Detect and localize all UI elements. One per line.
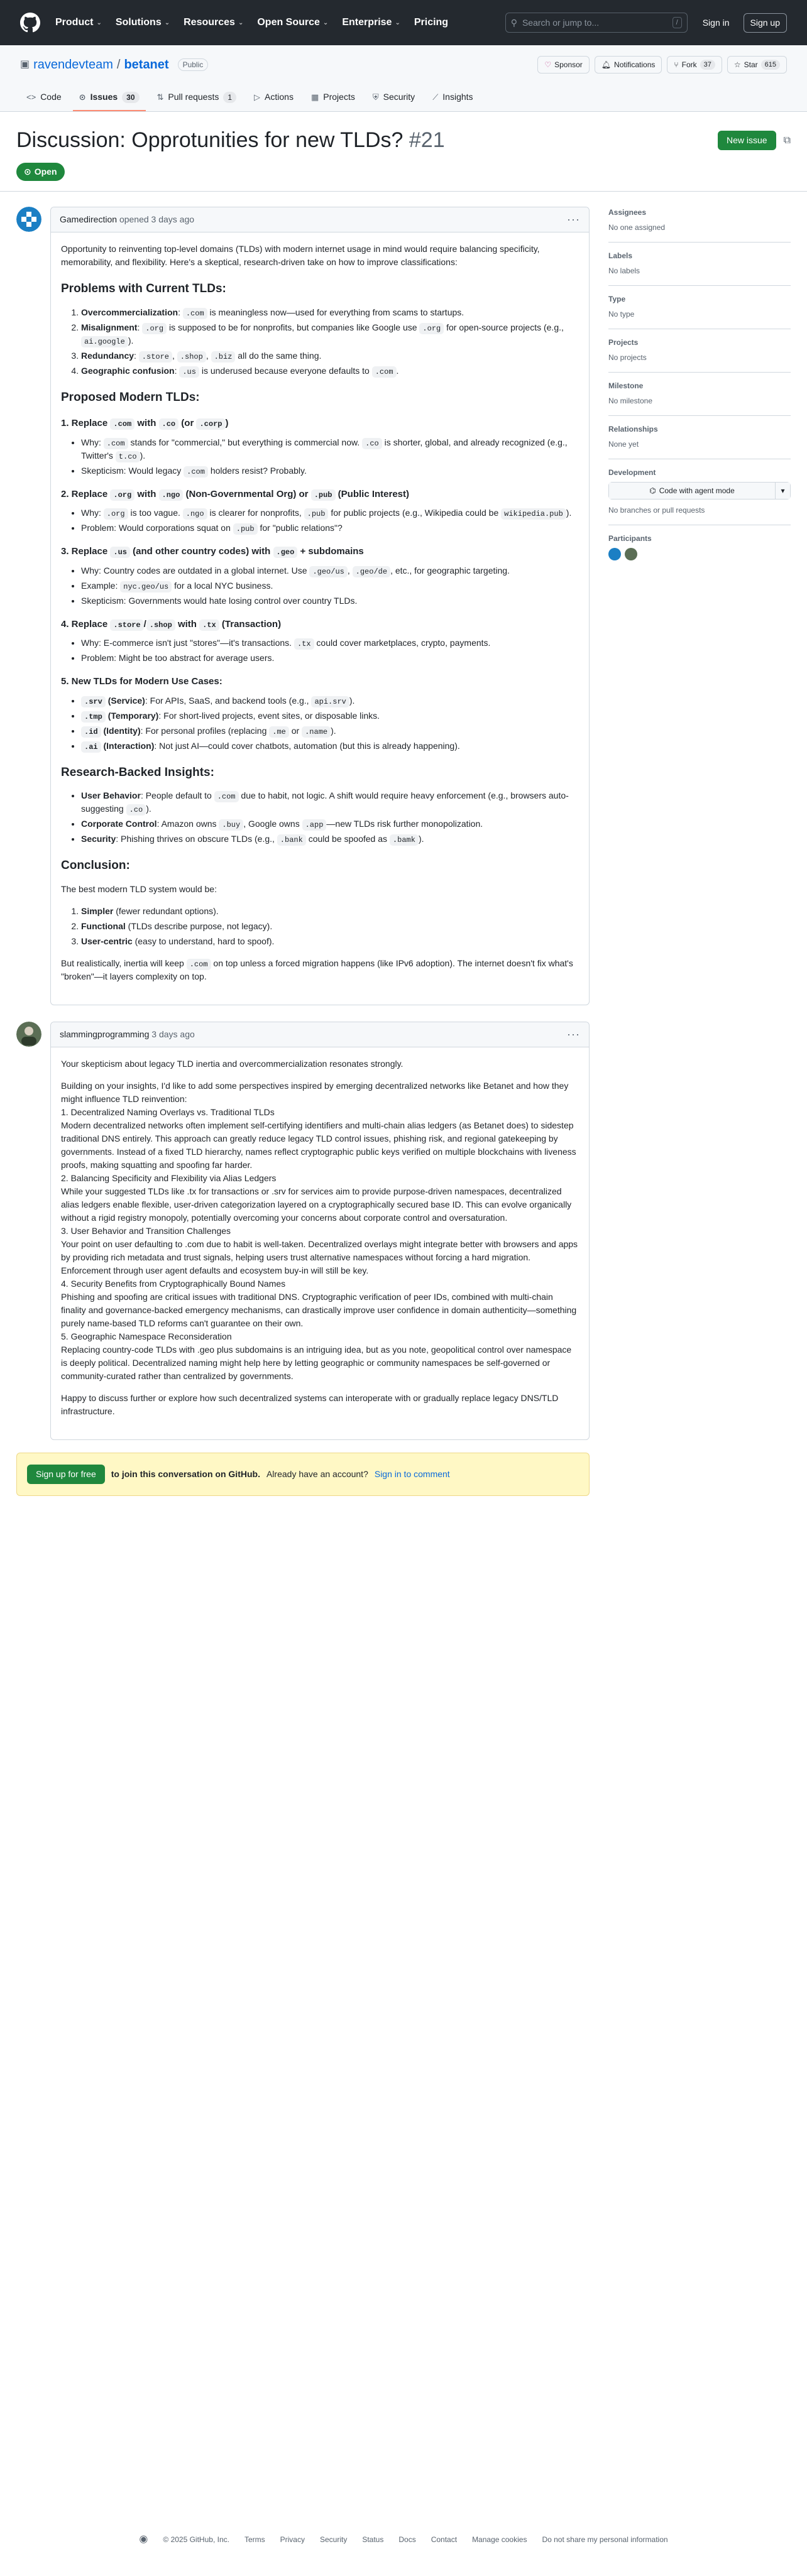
inline-code: t.co — [116, 451, 140, 462]
notifications-label: Notifications — [614, 60, 656, 69]
comment-paragraph: The best modern TLD system would be: — [61, 883, 217, 894]
bold-text: Geographic confusion — [81, 365, 175, 376]
inline-code: .ngo — [183, 508, 207, 520]
comment-body — [51, 232, 589, 1005]
play-icon: ▷ — [254, 92, 261, 102]
bold-text: .tmp (Temporary) — [81, 711, 158, 721]
comment-header — [51, 207, 589, 232]
sidebar-relationships — [608, 416, 791, 459]
tab-count: 1 — [223, 92, 236, 103]
agent-button-label: Code with agent mode — [659, 486, 735, 495]
sidebar-heading: Assignees — [608, 208, 647, 217]
comment-paragraph: But realistically, inertia will keep .com on top unless a forced migration happens (like IPv6 adoption). The internet doesn't fix what's "broken"—it layers complexity on top. — [61, 958, 573, 981]
footer-link[interactable]: Privacy — [280, 2535, 305, 2544]
list-item: • Problem: Might be too abstract for average users. — [81, 652, 579, 665]
list-item: • User Behavior: People default to .com due to habit, not logic. A shift would require heavy enforcement (e.g., browsers auto-suggesting .co ). — [81, 789, 579, 816]
nav-solutions[interactable]: Solutions ⌄ — [115, 17, 170, 28]
list-item: • .tmp (Temporary): For short-lived projects, event sites, or disposable links. — [81, 709, 579, 723]
section-heading: Conclusion: — [61, 859, 130, 872]
tab-insights[interactable] — [426, 85, 479, 111]
signup-account-text: Already have an account? — [266, 1468, 368, 1479]
bullet-list — [61, 506, 579, 535]
tab-label: Code — [40, 92, 62, 102]
bold-text: Redundancy — [81, 350, 134, 361]
tab-label: Insights — [442, 92, 473, 102]
star-icon: ☆ — [733, 60, 741, 69]
tab-issues[interactable] — [73, 85, 146, 111]
repo-header — [0, 45, 807, 112]
footer-link[interactable]: Manage cookies — [472, 2535, 527, 2544]
chevron-down-icon: ⌄ — [395, 19, 400, 26]
chevron-down-icon: ⌄ — [238, 19, 244, 26]
section-heading: Proposed Modern TLDs: — [61, 390, 200, 404]
inline-code: .me — [269, 726, 289, 738]
issue-opened-icon: ⊙ — [79, 92, 86, 102]
tab-label: Pull requests — [168, 92, 219, 102]
inline-code: .com — [214, 791, 239, 802]
code-with-agent-button[interactable] — [608, 482, 791, 499]
issue-body-comment — [16, 207, 590, 1005]
inline-code: .store — [139, 351, 172, 363]
bullet-list — [61, 694, 579, 753]
tab-projects[interactable] — [305, 85, 361, 111]
comment-body — [51, 1047, 589, 1439]
inline-code: ai.google — [81, 336, 128, 347]
comment-lines — [61, 1079, 579, 1383]
section-heading: Problems with Current TLDs: — [61, 282, 226, 295]
list-item: • Example: nyc.geo/us for a local NYC business. — [81, 579, 579, 592]
bullet-list — [61, 436, 579, 478]
inline-code: .bank — [277, 834, 306, 846]
sidebar-value: No one assigned — [608, 223, 666, 232]
comment-timestamp[interactable]: opened 3 days ago — [119, 214, 195, 224]
timeline-comment — [16, 1022, 590, 1440]
list-item: • Why: E-commerce isn't just "stores"—it's transactions. .tx could cover marketplaces, crypto, payments. — [81, 636, 579, 650]
sidebar-heading: Projects — [608, 338, 639, 347]
nav-product[interactable]: Product ⌄ — [55, 17, 102, 28]
site-footer — [0, 2532, 807, 2547]
inline-code: .ai — [81, 741, 101, 753]
github-logo-icon[interactable] — [20, 13, 40, 33]
chevron-down-icon: ⌄ — [96, 19, 102, 26]
subsection-heading: 5. New TLDs for Modern Use Cases: — [61, 676, 222, 687]
sidebar-value: No projects — [608, 353, 647, 362]
list-item: • Corporate Control: Amazon owns .buy , Google owns .app —new TLDs risk further monopolization. — [81, 817, 579, 831]
comment-line: Phishing and spoofing are critical issues with traditional DNS. Cryptographic verification of peer IDs, combined with multi-chain finality and governance-backed emergency mechanisms, can drastically improve user confidence in domain authenticity—something purely name-based TLD reforms can't guarantee on their own. — [61, 1291, 579, 1328]
footer-link[interactable]: Do not share my personal information — [542, 2535, 668, 2544]
table-icon: ▦ — [310, 92, 319, 102]
comment-paragraph: Opportunity to reinventing top-level domains (TLDs) with modern internet usage in mind would require balancing specificity, memorability, and flexibility. Here's a skeptical, research-driven take on how to improve classifications: — [61, 244, 540, 267]
inline-code: .org — [419, 323, 444, 334]
sidebar-assignees — [608, 207, 791, 243]
issue-sidebar — [608, 207, 791, 1496]
kebab-menu-icon[interactable]: ··· — [567, 213, 580, 226]
kebab-menu-icon[interactable]: ··· — [567, 1027, 580, 1040]
avatar[interactable] — [625, 548, 637, 560]
status-label: Open — [34, 166, 57, 177]
bullet-list — [61, 636, 579, 665]
issue-title-text: Discussion: Opprotunities for new TLDs? — [16, 128, 404, 152]
inline-code: .com — [372, 366, 397, 378]
list-item: • Why: .org is too vague. .ngo is clearer for nonprofits, .pub for public projects (e.g., Wikipedia could be wikipedia.pub ). — [81, 506, 579, 520]
sidebar-heading: Milestone — [608, 381, 644, 390]
comment-line: 3. User Behavior and Transition Challenges — [61, 1225, 231, 1236]
pull-request-icon: ⇅ — [156, 92, 164, 102]
issue-title — [16, 124, 445, 156]
inline-code: wikipedia.pub — [501, 508, 566, 520]
tab-label: Projects — [323, 92, 355, 102]
notifications-button[interactable] — [595, 56, 662, 74]
list-item: • Why: Country codes are outdated in a global internet. Use .geo/us , .geo/de , etc., for geographic targeting. — [81, 564, 579, 577]
sidebar-value: No type — [608, 310, 635, 319]
repo-name-link[interactable]: betanet — [124, 58, 169, 72]
sign-in-link[interactable]: Sign in — [702, 17, 730, 28]
tab-actions[interactable] — [248, 85, 300, 111]
section-heading: Research-Backed Insights: — [61, 765, 214, 779]
issue-opened-icon: ⊙ — [24, 166, 31, 177]
sponsor-button[interactable] — [537, 56, 589, 74]
inline-code: .buy — [219, 819, 243, 831]
list-item: • .ai (Interaction): Not just AI—could cover chatbots, automation (but this is already happening). — [81, 740, 579, 753]
nav-pricing[interactable]: Pricing — [414, 17, 449, 28]
footer-link[interactable]: Terms — [244, 2535, 265, 2544]
tab-label: Security — [383, 92, 415, 102]
sidebar-value: No labels — [608, 266, 640, 275]
star-button[interactable] — [727, 56, 787, 74]
inline-code: .pub — [304, 508, 329, 520]
star-label: Star — [744, 60, 758, 69]
inline-code: nyc.geo/us — [120, 581, 172, 592]
bullet-list — [61, 564, 579, 608]
inline-code: .bamk — [390, 834, 419, 846]
sidebar-type — [608, 286, 791, 329]
chevron-down-icon: ⌄ — [322, 19, 329, 26]
tab-code[interactable] — [20, 85, 68, 111]
repo-icon: ▣ — [20, 59, 30, 70]
list-item: 2. Misalignment: .org is supposed to be for nonprofits, but companies like Google use .org for open-source projects (e.g., ai.google ). — [81, 321, 579, 347]
sidebar-value: None yet — [608, 440, 639, 449]
bold-text: Simpler — [81, 905, 114, 916]
visibility-badge: Public — [178, 58, 209, 71]
star-count: 615 — [761, 60, 780, 70]
list-item: • Skepticism: Would legacy .com holders resist? Probably. — [81, 464, 579, 478]
shield-icon: ⛨ — [372, 92, 379, 102]
footer-link[interactable]: Docs — [398, 2535, 416, 2544]
inline-code: .tx — [294, 638, 314, 650]
sponsor-label: Sponsor — [554, 60, 583, 69]
tab-count: 30 — [122, 92, 139, 103]
comment-author[interactable]: Gamedirection — [60, 214, 118, 224]
search-input[interactable] — [505, 13, 688, 33]
signup-prompt-text: to join this conversation on GitHub. — [111, 1468, 260, 1479]
inline-code: .org — [110, 489, 134, 501]
list-item: 2. Functional (TLDs describe purpose, not legacy). — [81, 920, 579, 933]
subsection-heading: 2. Replace .org with .ngo (Non-Governmental Org) or .pub (Public Interest) — [61, 488, 410, 499]
global-header — [0, 0, 807, 45]
nav-enterprise[interactable]: Enterprise ⌄ — [342, 17, 400, 28]
comment-timestamp[interactable]: 3 days ago — [151, 1029, 195, 1039]
fork-button[interactable] — [667, 56, 722, 74]
bold-text: User Behavior — [81, 790, 141, 800]
avatar[interactable] — [16, 1022, 41, 1047]
comment-author[interactable]: slammingprogramming — [60, 1029, 150, 1039]
list-item: 3. Redundancy: .store , .shop , .biz all do the same thing. — [81, 349, 579, 363]
inline-code: .app — [302, 819, 327, 831]
comment-line: Your point on user defaulting to .com due to habit is well-taken. Decentralized overlays might integrate better with browsers and apps by providing rich metadata and trust signals, helping users trust alternative namespaces without forcing a hard migration. Enforcement through user agent defaults and ecosystem buy-in will still be key. — [61, 1238, 580, 1275]
tab-label: Actions — [265, 92, 294, 102]
list-item: 1. Simpler (fewer redundant options). — [81, 905, 579, 918]
list-item: • Why: .com stands for "commercial," but everything is commercial now. .co is shorter, global, and already recognized (e.g., Twitter's t.co ). — [81, 436, 579, 462]
avatar[interactable] — [16, 207, 41, 232]
search-icon: ⚲ — [510, 17, 517, 28]
chevron-down-icon[interactable]: ▾ — [775, 483, 790, 499]
inline-code: .shop — [177, 351, 206, 363]
fork-icon: ⑂ — [674, 60, 679, 69]
fork-label: Fork — [681, 60, 697, 69]
inline-code: .corp — [196, 418, 225, 430]
inline-code: .pub — [311, 489, 336, 501]
sidebar-heading: Participants — [608, 534, 652, 543]
sidebar-value: No milestone — [608, 396, 653, 405]
sidebar-development — [608, 459, 791, 525]
sidebar-heading: Development — [608, 468, 656, 477]
sidebar-milestone — [608, 373, 791, 416]
bold-text: Overcommercialization — [81, 307, 178, 317]
sidebar-projects — [608, 329, 791, 373]
sign-up-free-button[interactable]: Sign up for free — [27, 1465, 105, 1484]
sidebar-participants — [608, 525, 791, 569]
signup-prompt — [16, 1453, 590, 1496]
fork-count: 37 — [700, 60, 715, 70]
research-list — [61, 789, 579, 846]
problems-list — [61, 306, 579, 378]
comment-header — [51, 1022, 589, 1047]
list-item: • .id (Identity): For personal profiles (replacing .me or .name ). — [81, 724, 579, 738]
heart-icon: ♡ — [544, 60, 552, 69]
inline-code: .com — [110, 418, 134, 430]
inline-code: .co — [362, 438, 382, 449]
nav-open-source[interactable]: Open Source ⌄ — [257, 17, 329, 28]
inline-code: .us — [110, 547, 130, 558]
bell-icon: 🔔︎ — [601, 60, 612, 69]
avatar[interactable] — [608, 548, 621, 560]
github-footer-icon: ◉ — [139, 2534, 148, 2545]
status-badge — [16, 163, 65, 181]
footer-copyright: © 2025 GitHub, Inc. — [163, 2535, 229, 2544]
sidebar-labels — [608, 243, 791, 286]
inline-code: .srv — [81, 696, 106, 707]
comment-line: 4. Security Benefits from Cryptographically Bound Names — [61, 1278, 286, 1289]
new-issue-button[interactable]: New issue — [718, 131, 776, 150]
inline-code: .id — [81, 726, 101, 738]
inline-code: .com — [187, 959, 211, 970]
tab-pull-requests[interactable] — [151, 85, 243, 111]
inline-code: .com — [183, 308, 207, 319]
list-item: • Skepticism: Governments would hate losing control over country TLDs. — [81, 594, 579, 608]
inline-code: .biz — [211, 351, 236, 363]
sidebar-value: No branches or pull requests — [608, 506, 705, 515]
comment-paragraph: Happy to discuss further or explore how such decentralized systems can interoperate with or gradually replace legacy DNS/TLD infrastructure. — [61, 1392, 559, 1416]
inline-code: api.srv — [311, 696, 349, 707]
inline-code: .org — [104, 508, 128, 520]
issue-header — [0, 112, 807, 192]
list-item: • .srv (Service): For APIs, SaaS, and backend tools (e.g., api.srv ). — [81, 694, 579, 707]
proposal-sections — [61, 417, 579, 753]
inline-code: .store — [110, 619, 143, 631]
search-shortcut-key: / — [672, 17, 682, 29]
search-placeholder: Search or jump to... — [522, 17, 600, 28]
bold-text: .ai (Interaction) — [81, 741, 154, 751]
repo-owner-link[interactable]: ravendevteam — [33, 58, 113, 72]
repo-separator: / — [116, 58, 121, 72]
inline-code: .geo — [273, 547, 298, 558]
inline-code: .us — [179, 366, 199, 378]
bold-text: Misalignment — [81, 322, 138, 332]
bold-text: User-centric — [81, 936, 133, 946]
repo-tabs — [20, 85, 787, 111]
inline-code: .co — [159, 418, 179, 430]
bold-text: Functional — [81, 920, 126, 931]
issue-timeline — [16, 207, 590, 1496]
conclusion-list — [61, 905, 579, 948]
tab-label: Issues — [90, 92, 118, 102]
sign-up-button[interactable]: Sign up — [744, 13, 787, 33]
graph-icon: ⟋ — [432, 92, 439, 102]
inline-code: .tmp — [81, 711, 106, 723]
inline-code: .tx — [199, 619, 219, 631]
comment-paragraph: Your skepticism about legacy TLD inertia and overcommercialization resonates strongly. — [61, 1058, 404, 1069]
inline-code: .geo/us — [309, 566, 347, 577]
repo-title — [20, 55, 208, 74]
list-item: 4. Geographic confusion: .us is underused because everyone defaults to .com . — [81, 364, 579, 378]
comment-line: Modern decentralized networks often implement self-certifying identifiers and multi-chain alias ledgers (as Betanet does) to sidestep traditional DNS entirely. This approach can greatly reduce legacy TLD control issues, phishing risk, and regional gatekeeping by governments. Instead of a fixed TLD hierarchy, names reflect cryptographic public keys verified on multiple blockchains with liveness proofs, making squatting and spoofing far harder. — [61, 1120, 579, 1170]
nav-resources[interactable]: Resources ⌄ — [184, 17, 244, 28]
list-item: • Security: Phishing thrives on obscure TLDs (e.g., .bank could be spoofed as .bamk ). — [81, 832, 579, 846]
inline-code: .name — [302, 726, 331, 738]
comment-line: 1. Decentralized Naming Overlays vs. Traditional TLDs — [61, 1106, 275, 1117]
bold-text: .srv (Service) — [81, 696, 145, 706]
comment-line: Building on your insights, I'd like to add some perspectives inspired by emerging decentralized networks like Betanet and how they might influence TLD reinvention: — [61, 1080, 571, 1104]
footer-link[interactable]: Security — [319, 2535, 348, 2544]
sign-in-to-comment-link[interactable]: Sign in to comment — [374, 1468, 450, 1479]
inline-code: .co — [126, 804, 146, 816]
code-icon: <> — [26, 92, 36, 102]
bold-text: .id (Identity) — [81, 726, 141, 736]
list-item: 1. Overcommercialization: .com is meaningless now—used for everything from scams to startups. — [81, 306, 579, 319]
global-nav — [55, 15, 448, 30]
comment-line: 5. Geographic Namespace Reconsideration — [61, 1331, 232, 1341]
bold-text: Security — [81, 834, 116, 844]
copy-link-icon[interactable]: ⧉ — [783, 134, 791, 146]
chevron-down-icon: ⌄ — [164, 19, 170, 26]
issue-number: #21 — [409, 128, 445, 152]
sidebar-heading: Labels — [608, 251, 633, 260]
inline-code: .com — [104, 438, 128, 449]
comment-line: Replacing country-code TLDs with .geo plus subdomains is an intriguing idea, but as you note, geopolitical control over namespace is deeply political. Decentralized naming might help here by letting geographic or community namespaces be self-governed or community-curated rather than centralized by governments. — [61, 1344, 574, 1381]
sidebar-heading: Relationships — [608, 425, 658, 434]
comment-line: While your suggested TLDs like .tx for transactions or .srv for services aim to provide purpose-driven namespaces, decentralized alias ledgers enable flexible, user-driven categorization layered on a cryptographically secured base ID. This can evolve organically without a rigid registry monopoly, potentially overcoming your concerns about corporate control and oversaturation. — [61, 1186, 574, 1223]
inline-code: .ngo — [159, 489, 184, 501]
footer-link[interactable]: Contact — [431, 2535, 458, 2544]
subsection-heading: 3. Replace .us (and other country codes) with .geo + subdomains — [61, 546, 364, 557]
comment-line: 2. Balancing Specificity and Flexibility via Alias Ledgers — [61, 1172, 277, 1183]
inline-code: .shop — [146, 619, 175, 631]
subsection-heading: 4. Replace .store / .shop with .tx (Transaction) — [61, 618, 282, 630]
inline-code: .com — [184, 466, 208, 478]
inline-code: .geo/de — [353, 566, 390, 577]
tab-security[interactable] — [366, 85, 421, 111]
subsection-heading: 1. Replace .com with .co (or .corp ) — [61, 418, 229, 428]
list-item: 3. User-centric (easy to understand, hard to spoof). — [81, 935, 579, 948]
sidebar-heading: Type — [608, 295, 626, 303]
inline-code: .org — [142, 323, 167, 334]
inline-code: .pub — [233, 523, 258, 535]
footer-link[interactable]: Status — [362, 2535, 384, 2544]
bold-text: Corporate Control — [81, 819, 157, 829]
list-item: • Problem: Would corporations squat on .pub for "public relations"? — [81, 521, 579, 535]
copilot-icon: ⌬ — [649, 486, 656, 495]
